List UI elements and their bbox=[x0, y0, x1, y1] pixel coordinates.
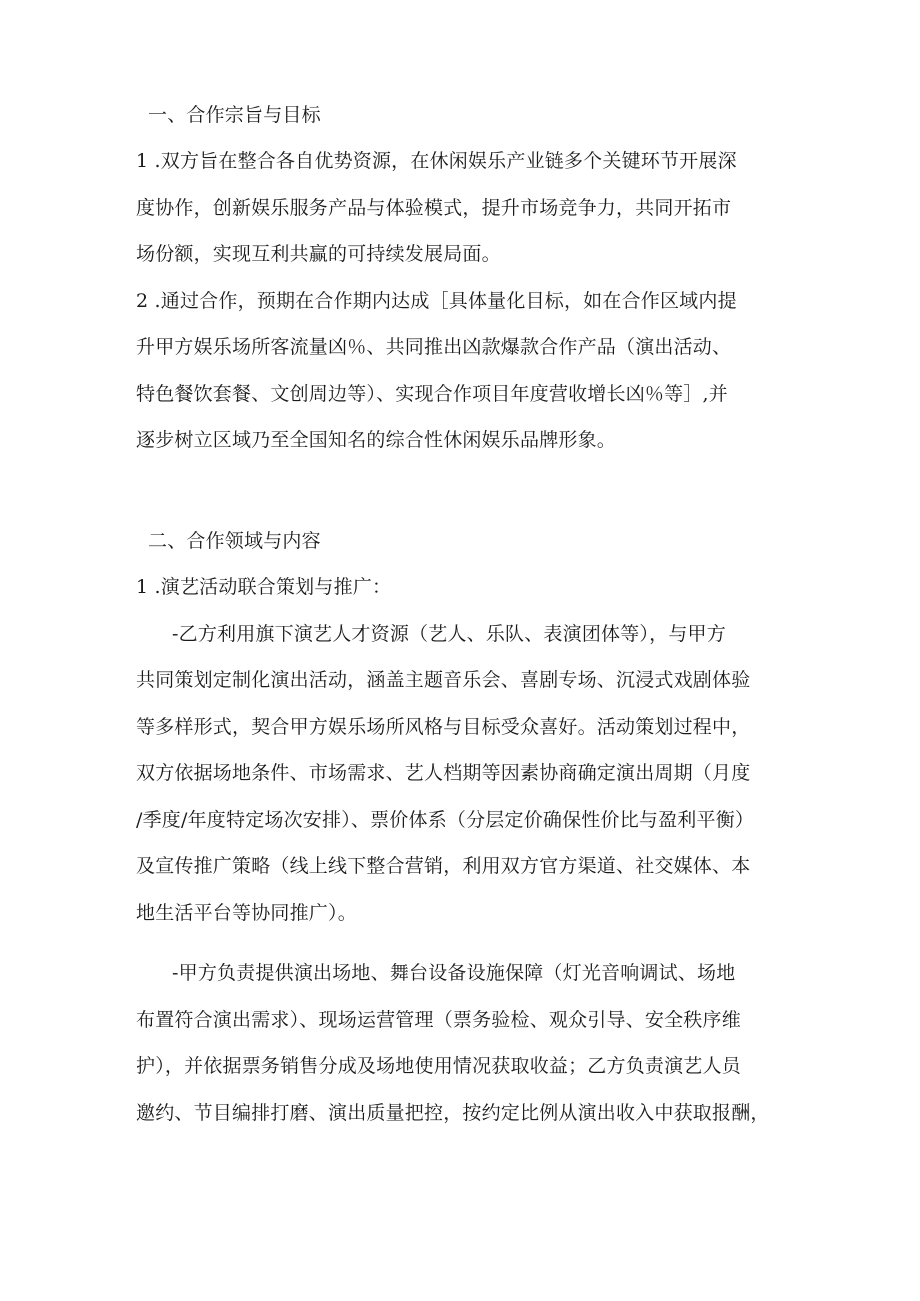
section-heading-purpose: 一、合作宗旨与目标 bbox=[148, 104, 321, 126]
paragraph-line: -乙方利用旗下演艺人才资源（艺人、乐队、表演团体等），与甲方 bbox=[172, 623, 726, 645]
paragraph-line: 2 .通过合作，预期在合作期内达成［具体量化目标，如在合作区域内提 bbox=[136, 290, 737, 312]
paragraph-line: 等多样形式，契合甲方娱乐场所风格与目标受众喜好。活动策划过程中， bbox=[136, 716, 751, 738]
paragraph-line: /季度/年度特定场次安排）、票价体系（分层定价确保性价比与盈利平衡） bbox=[136, 809, 755, 831]
paragraph-line: 1 .双方旨在整合各自优势资源，在休闲娱乐产业链多个关键环节开展深 bbox=[136, 150, 737, 172]
subheading-performance: 1 .演艺活动联合策划与推广： bbox=[136, 576, 392, 598]
paragraph-line: 升甲方娱乐场所客流量凶％、共同推出凶款爆款合作产品（演出活动、 bbox=[136, 336, 732, 358]
paragraph-line: 共同策划定制化演出活动，涵盖主题音乐会、喜剧专场、沉浸式戏剧体验 bbox=[136, 669, 751, 691]
paragraph-line: 布置符合演出需求）、现场运营管理（票务验检、观众引导、安全秩序维 bbox=[136, 1009, 741, 1031]
paragraph-line: 邀约、节目编排打磨、演出质量把控，按约定比例从演出收入中获取报酬， bbox=[136, 1102, 770, 1124]
paragraph-line: 逐步树立区域乃至全国知名的综合性休闲娱乐品牌形象。 bbox=[136, 429, 617, 451]
paragraph-line: 特色餐饮套餐、文创周边等）、实现合作项目年度营收增长凶％等］,并 bbox=[136, 383, 728, 405]
paragraph-line: 护），并依据票务销售分成及场地使用情况获取收益；乙方负责演艺人员 bbox=[136, 1055, 741, 1077]
paragraph-line: 地生活平台等协同推广）。 bbox=[136, 902, 357, 924]
paragraph-line: 及宣传推广策略（线上线下整合营销，利用双方官方渠道、社交媒体、本 bbox=[136, 855, 751, 877]
paragraph-line: 双方依据场地条件、市场需求、艺人档期等因素协商确定演出周期（月度 bbox=[136, 762, 751, 784]
paragraph-line: 度协作，创新娱乐服务产品与体验模式，提升市场竞争力，共同开拓市 bbox=[136, 197, 732, 219]
section-heading-scope: 二、合作领域与内容 bbox=[148, 530, 321, 552]
paragraph-line: 场份额，实现互利共赢的可持续发展局面。 bbox=[136, 243, 501, 265]
paragraph-line: -甲方负责提供演出场地、舞台设备设施保障（灯光音响调试、场地 bbox=[172, 962, 736, 984]
